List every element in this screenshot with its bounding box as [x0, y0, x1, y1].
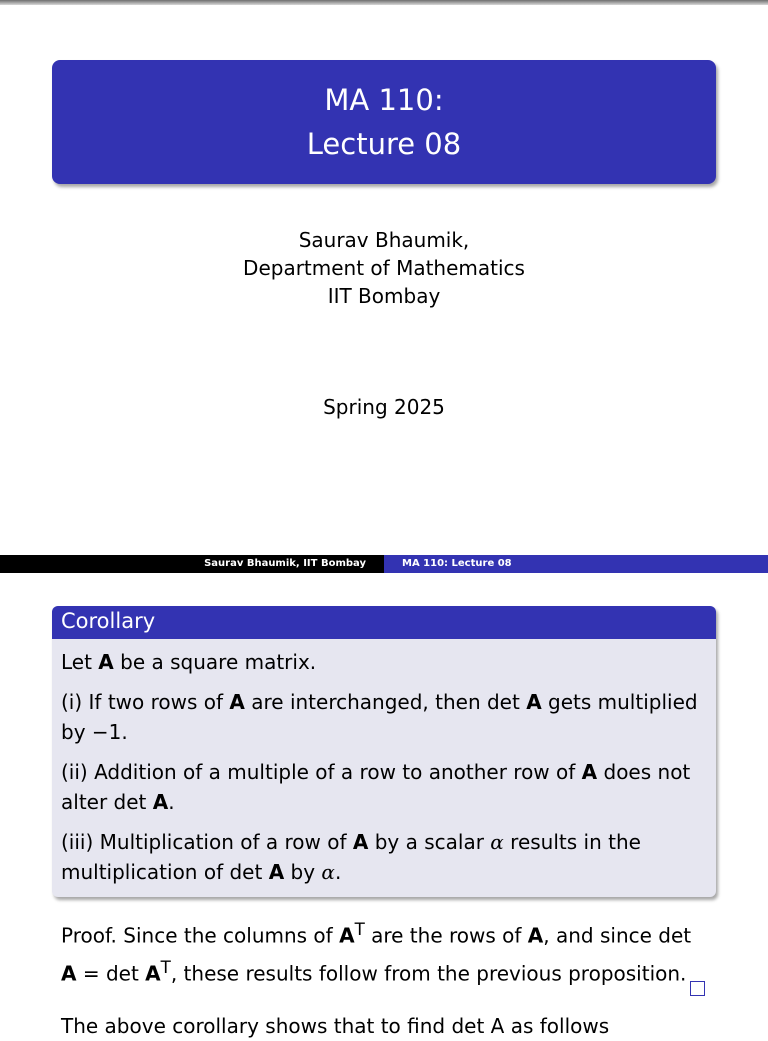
author-block — [0, 226, 768, 310]
corollary-item-i: (i) If two rows of A are interchanged, then det A gets multiplied by −1. — [61, 690, 698, 744]
corollary-statement: Let A be a square matrix. — [61, 650, 317, 674]
corollary-body — [52, 639, 716, 897]
date: Spring 2025 — [323, 395, 445, 419]
title-box — [52, 60, 716, 184]
corollary-item-ii: (ii) Addition of a multiple of a row to another row of A does not alter det A. — [61, 760, 691, 814]
corollary-slide — [0, 573, 768, 1038]
slide-footer — [0, 555, 768, 573]
author-name: Saurav Bhaumik, — [298, 228, 470, 252]
lecture-title: Lecture 08 — [306, 127, 462, 161]
proof-text: Proof. Since the columns of $A^T$ are the rows of A, and since $\det A = \det A^T$, these results follow from the previous proposition. — [61, 920, 692, 986]
corollary-title: Corollary — [52, 606, 716, 639]
footer-author: Saurav Bhaumik, IIT Bombay — [0, 555, 384, 573]
institute: IIT Bombay — [327, 284, 441, 308]
corollary-block — [52, 606, 716, 897]
course-title: MA 110: — [324, 83, 444, 117]
corollary-item-iii: (iii) Multiplication of a row of A by a scalar α results in the multiplication of det A by α. — [61, 830, 641, 884]
department: Department of Mathematics — [243, 256, 525, 280]
footer-title: MA 110: Lecture 08 — [384, 555, 768, 573]
qed-icon — [690, 981, 705, 996]
cutoff-text: The above corollary shows that to find det A as follows — [61, 1014, 610, 1038]
